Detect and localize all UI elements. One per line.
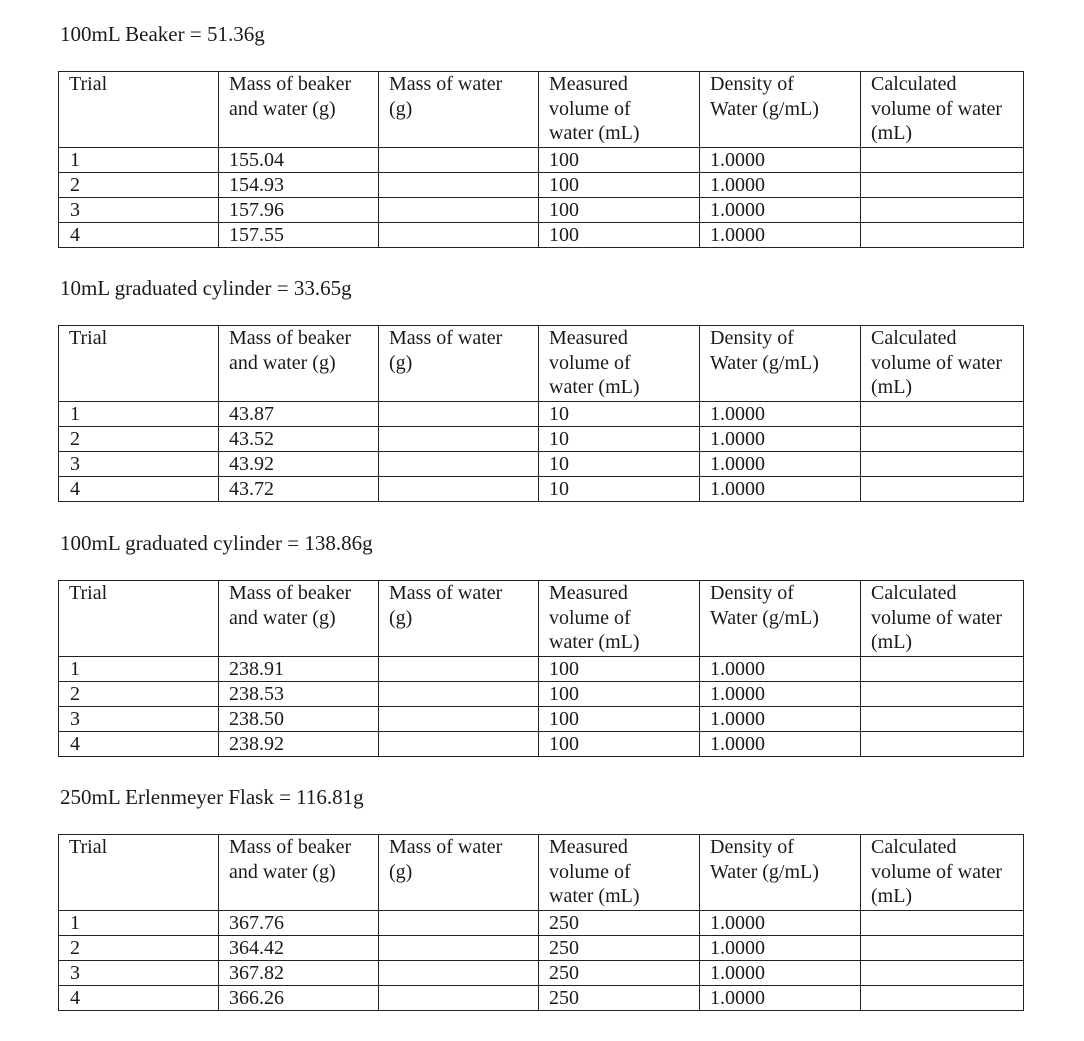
cell-density: 1.0000	[700, 173, 861, 198]
cell-mass: 238.91	[219, 657, 379, 682]
header-measured-volume: Measured volume of water (mL)	[539, 835, 700, 911]
header-calculated-volume: Calculated volume of water (mL)	[861, 835, 1024, 911]
cell-mass: 364.42	[219, 936, 379, 961]
cell-density: 1.0000	[700, 477, 861, 502]
cell-measured-volume: 100	[539, 707, 700, 732]
cell-mass-water	[379, 961, 539, 986]
cell-measured-volume: 10	[539, 452, 700, 477]
cell-trial: 2	[59, 936, 219, 961]
cell-density: 1.0000	[700, 682, 861, 707]
cell-trial: 4	[59, 732, 219, 757]
cell-mass-water	[379, 402, 539, 427]
header-density: Density of Water (g/mL)	[700, 581, 861, 657]
cell-trial: 2	[59, 682, 219, 707]
section-title-grad-cylinder-100ml: 100mL graduated cylinder = 138.86g	[60, 531, 373, 555]
cell-mass-water	[379, 911, 539, 936]
cell-measured-volume: 100	[539, 682, 700, 707]
cell-measured-volume: 10	[539, 427, 700, 452]
table-row	[59, 682, 1024, 707]
cell-measured-volume: 250	[539, 936, 700, 961]
cell-calculated-volume	[861, 936, 1024, 961]
cell-density: 1.0000	[700, 427, 861, 452]
table-row	[59, 402, 1024, 427]
cell-mass-water	[379, 986, 539, 1011]
header-calculated-volume: Calculated volume of water (mL)	[861, 581, 1024, 657]
section-title-erlenmeyer-250ml: 250mL Erlenmeyer Flask = 116.81g	[60, 785, 364, 809]
cell-density: 1.0000	[700, 707, 861, 732]
table-row	[59, 427, 1024, 452]
cell-mass: 43.92	[219, 452, 379, 477]
header-trial: Trial	[59, 835, 219, 911]
cell-measured-volume: 10	[539, 402, 700, 427]
table-row	[59, 961, 1024, 986]
data-table-grad-cylinder-10ml	[58, 325, 1024, 502]
cell-trial: 4	[59, 986, 219, 1011]
cell-mass: 238.53	[219, 682, 379, 707]
cell-density: 1.0000	[700, 986, 861, 1011]
table-row	[59, 173, 1024, 198]
cell-mass: 43.87	[219, 402, 379, 427]
header-mass-water: Mass of water (g)	[379, 72, 539, 148]
cell-mass-water	[379, 657, 539, 682]
cell-density: 1.0000	[700, 223, 861, 248]
cell-density: 1.0000	[700, 732, 861, 757]
header-trial: Trial	[59, 581, 219, 657]
cell-calculated-volume	[861, 452, 1024, 477]
cell-calculated-volume	[861, 427, 1024, 452]
table-header-row	[59, 835, 1024, 911]
cell-measured-volume: 100	[539, 148, 700, 173]
cell-mass: 238.50	[219, 707, 379, 732]
section-title-grad-cylinder-10ml: 10mL graduated cylinder = 33.65g	[60, 276, 352, 300]
cell-density: 1.0000	[700, 198, 861, 223]
cell-trial: 3	[59, 961, 219, 986]
cell-mass: 43.52	[219, 427, 379, 452]
cell-trial: 2	[59, 427, 219, 452]
header-mass-water: Mass of water (g)	[379, 581, 539, 657]
header-density: Density of Water (g/mL)	[700, 72, 861, 148]
cell-mass-water	[379, 682, 539, 707]
cell-density: 1.0000	[700, 657, 861, 682]
table-row	[59, 477, 1024, 502]
header-mass-beaker-water: Mass of beaker and water (g)	[219, 72, 379, 148]
cell-calculated-volume	[861, 961, 1024, 986]
cell-measured-volume: 250	[539, 986, 700, 1011]
cell-measured-volume: 10	[539, 477, 700, 502]
table-row	[59, 911, 1024, 936]
header-measured-volume: Measured volume of water (mL)	[539, 72, 700, 148]
cell-mass: 367.76	[219, 911, 379, 936]
cell-mass: 155.04	[219, 148, 379, 173]
cell-mass: 366.26	[219, 986, 379, 1011]
cell-measured-volume: 100	[539, 223, 700, 248]
cell-calculated-volume	[861, 402, 1024, 427]
cell-measured-volume: 100	[539, 173, 700, 198]
header-measured-volume: Measured volume of water (mL)	[539, 581, 700, 657]
table-row	[59, 148, 1024, 173]
table-header-row	[59, 581, 1024, 657]
cell-trial: 1	[59, 402, 219, 427]
cell-trial: 1	[59, 148, 219, 173]
header-mass-beaker-water: Mass of beaker and water (g)	[219, 581, 379, 657]
cell-mass: 367.82	[219, 961, 379, 986]
cell-mass-water	[379, 148, 539, 173]
data-table-erlenmeyer-250ml	[58, 834, 1024, 1011]
cell-measured-volume: 100	[539, 657, 700, 682]
cell-calculated-volume	[861, 223, 1024, 248]
cell-calculated-volume	[861, 911, 1024, 936]
cell-trial: 3	[59, 452, 219, 477]
table-row	[59, 986, 1024, 1011]
header-mass-beaker-water: Mass of beaker and water (g)	[219, 326, 379, 402]
cell-mass-water	[379, 452, 539, 477]
cell-mass-water	[379, 707, 539, 732]
cell-mass-water	[379, 198, 539, 223]
cell-mass-water	[379, 936, 539, 961]
cell-measured-volume: 100	[539, 198, 700, 223]
cell-calculated-volume	[861, 173, 1024, 198]
cell-calculated-volume	[861, 732, 1024, 757]
cell-mass-water	[379, 223, 539, 248]
cell-measured-volume: 250	[539, 961, 700, 986]
header-calculated-volume: Calculated volume of water (mL)	[861, 72, 1024, 148]
data-table-grad-cylinder-100ml	[58, 580, 1024, 757]
cell-trial: 3	[59, 198, 219, 223]
header-density: Density of Water (g/mL)	[700, 835, 861, 911]
cell-trial: 4	[59, 223, 219, 248]
cell-calculated-volume	[861, 986, 1024, 1011]
table-header-row	[59, 72, 1024, 148]
header-calculated-volume: Calculated volume of water (mL)	[861, 326, 1024, 402]
cell-trial: 2	[59, 173, 219, 198]
cell-calculated-volume	[861, 198, 1024, 223]
cell-density: 1.0000	[700, 911, 861, 936]
cell-calculated-volume	[861, 657, 1024, 682]
table-row	[59, 936, 1024, 961]
table-header-row	[59, 326, 1024, 402]
header-mass-water: Mass of water (g)	[379, 326, 539, 402]
cell-calculated-volume	[861, 707, 1024, 732]
cell-density: 1.0000	[700, 148, 861, 173]
cell-trial: 3	[59, 707, 219, 732]
cell-density: 1.0000	[700, 961, 861, 986]
cell-measured-volume: 100	[539, 732, 700, 757]
header-mass-water: Mass of water (g)	[379, 835, 539, 911]
cell-mass-water	[379, 173, 539, 198]
header-mass-beaker-water: Mass of beaker and water (g)	[219, 835, 379, 911]
header-measured-volume: Measured volume of water (mL)	[539, 326, 700, 402]
cell-density: 1.0000	[700, 402, 861, 427]
cell-calculated-volume	[861, 682, 1024, 707]
table-row	[59, 198, 1024, 223]
cell-mass: 157.96	[219, 198, 379, 223]
cell-trial: 4	[59, 477, 219, 502]
cell-density: 1.0000	[700, 936, 861, 961]
section-title-beaker-100ml: 100mL Beaker = 51.36g	[60, 22, 265, 46]
header-density: Density of Water (g/mL)	[700, 326, 861, 402]
table-row	[59, 223, 1024, 248]
cell-calculated-volume	[861, 477, 1024, 502]
cell-mass-water	[379, 427, 539, 452]
cell-trial: 1	[59, 911, 219, 936]
cell-mass-water	[379, 477, 539, 502]
cell-mass: 43.72	[219, 477, 379, 502]
cell-mass: 154.93	[219, 173, 379, 198]
table-row	[59, 657, 1024, 682]
cell-trial: 1	[59, 657, 219, 682]
cell-mass-water	[379, 732, 539, 757]
table-row	[59, 732, 1024, 757]
header-trial: Trial	[59, 326, 219, 402]
cell-measured-volume: 250	[539, 911, 700, 936]
header-trial: Trial	[59, 72, 219, 148]
table-row	[59, 452, 1024, 477]
data-table-beaker-100ml	[58, 71, 1024, 248]
cell-mass: 157.55	[219, 223, 379, 248]
table-row	[59, 707, 1024, 732]
cell-mass: 238.92	[219, 732, 379, 757]
cell-density: 1.0000	[700, 452, 861, 477]
cell-calculated-volume	[861, 148, 1024, 173]
